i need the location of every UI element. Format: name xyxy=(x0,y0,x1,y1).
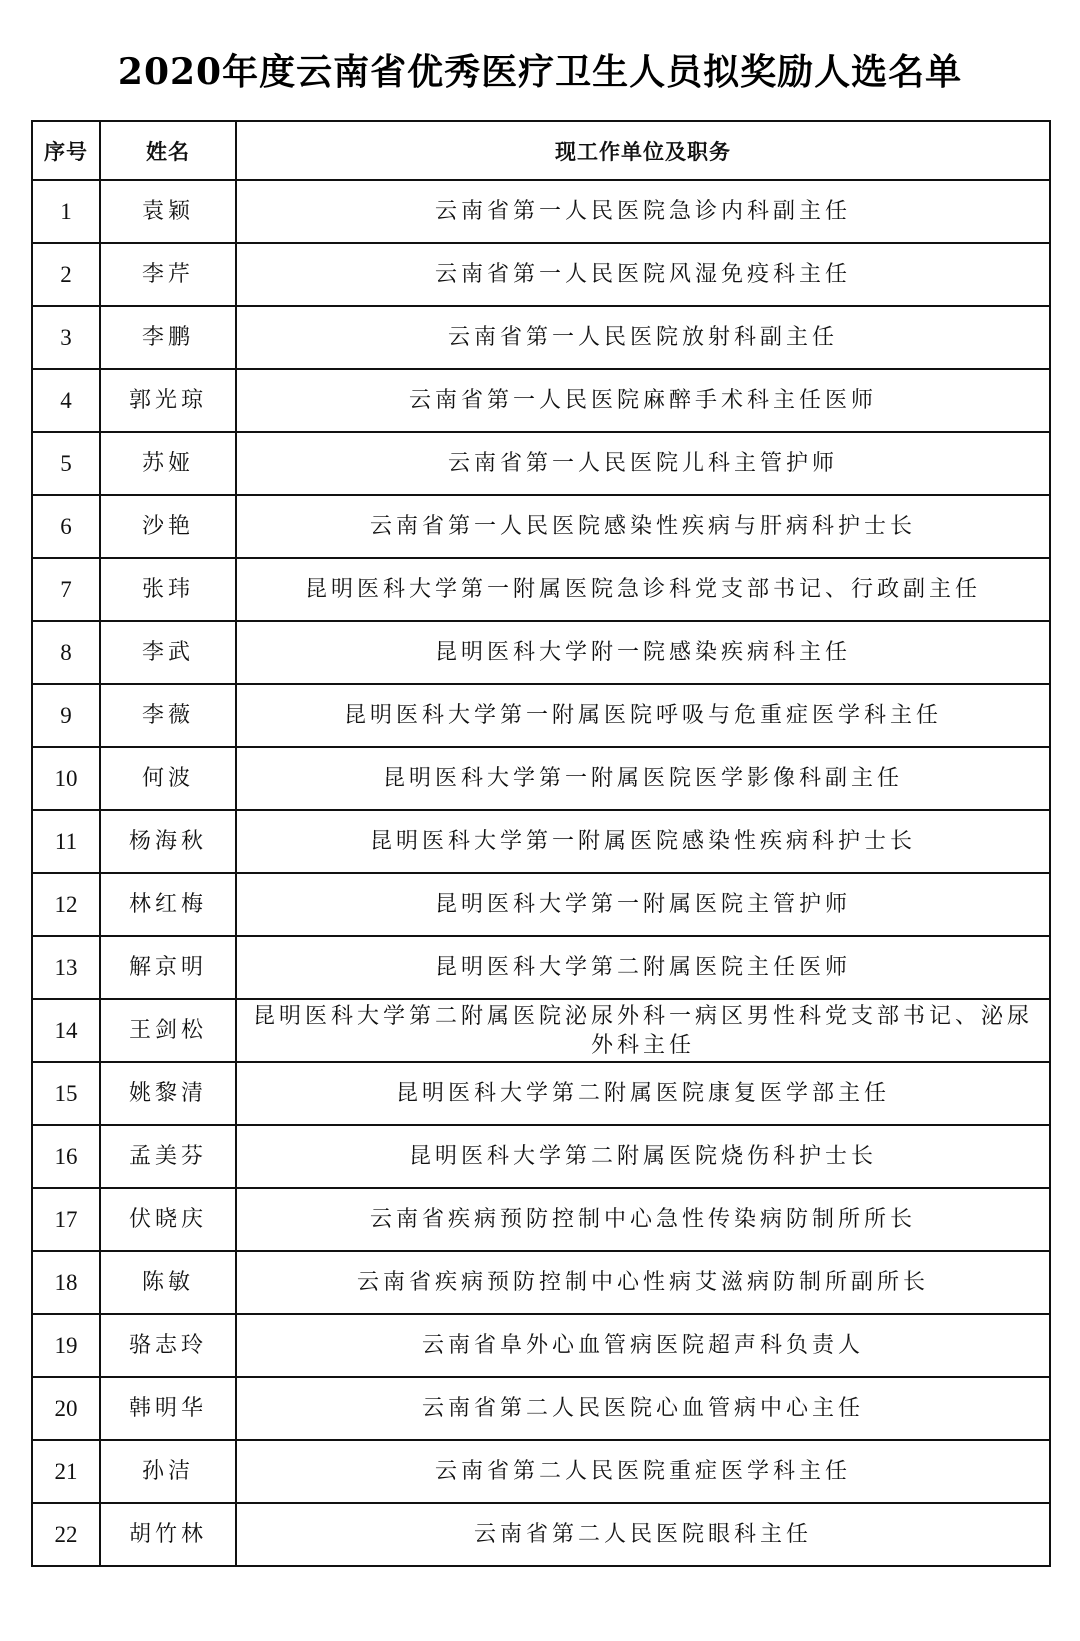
table-row xyxy=(32,1377,1050,1440)
row-name: 杨海秋 xyxy=(100,810,236,873)
table-row xyxy=(32,1125,1050,1188)
table-row xyxy=(32,1062,1050,1125)
row-num: 8 xyxy=(32,621,100,684)
table-row xyxy=(32,432,1050,495)
row-num: 16 xyxy=(32,1125,100,1188)
row-name: 李芹 xyxy=(100,243,236,306)
row-name: 伏晓庆 xyxy=(100,1188,236,1251)
header-unit: 现工作单位及职务 xyxy=(236,121,1050,180)
row-unit: 昆明医科大学附一院感染疾病科主任 xyxy=(236,621,1050,684)
row-num: 11 xyxy=(32,810,100,873)
row-num: 19 xyxy=(32,1314,100,1377)
row-num: 20 xyxy=(32,1377,100,1440)
row-num: 3 xyxy=(32,306,100,369)
row-name: 何波 xyxy=(100,747,236,810)
row-unit: 昆明医科大学第二附属医院泌尿外科一病区男性科党支部书记、泌尿外科主任 xyxy=(236,999,1050,1062)
table-row xyxy=(32,558,1050,621)
table-row xyxy=(32,810,1050,873)
row-num: 15 xyxy=(32,1062,100,1125)
row-num: 18 xyxy=(32,1251,100,1314)
table-header-row xyxy=(32,121,1050,180)
row-unit: 云南省疾病预防控制中心性病艾滋病防制所副所长 xyxy=(236,1251,1050,1314)
table-row xyxy=(32,369,1050,432)
row-name: 苏娅 xyxy=(100,432,236,495)
row-unit: 云南省第一人民医院放射科副主任 xyxy=(236,306,1050,369)
row-name: 李薇 xyxy=(100,684,236,747)
row-unit: 云南省第二人民医院眼科主任 xyxy=(236,1503,1050,1566)
row-num: 13 xyxy=(32,936,100,999)
row-num: 1 xyxy=(32,180,100,243)
row-unit: 云南省第一人民医院风湿免疫科主任 xyxy=(236,243,1050,306)
row-name: 姚黎清 xyxy=(100,1062,236,1125)
row-num: 5 xyxy=(32,432,100,495)
table-row xyxy=(32,684,1050,747)
row-num: 12 xyxy=(32,873,100,936)
row-num: 9 xyxy=(32,684,100,747)
row-unit: 昆明医科大学第一附属医院主管护师 xyxy=(236,873,1050,936)
table-row xyxy=(32,1440,1050,1503)
table-row xyxy=(32,936,1050,999)
header-num: 序号 xyxy=(32,121,100,180)
row-num: 21 xyxy=(32,1440,100,1503)
row-name: 孟美芬 xyxy=(100,1125,236,1188)
table-row xyxy=(32,1503,1050,1566)
row-unit: 云南省第一人民医院儿科主管护师 xyxy=(236,432,1050,495)
row-unit: 云南省第一人民医院急诊内科副主任 xyxy=(236,180,1050,243)
row-name: 陈敏 xyxy=(100,1251,236,1314)
row-num: 7 xyxy=(32,558,100,621)
table-row xyxy=(32,495,1050,558)
row-name: 骆志玲 xyxy=(100,1314,236,1377)
row-num: 14 xyxy=(32,999,100,1062)
table-row xyxy=(32,180,1050,243)
row-name: 解京明 xyxy=(100,936,236,999)
row-unit: 云南省疾病预防控制中心急性传染病防制所所长 xyxy=(236,1188,1050,1251)
row-name: 李鹏 xyxy=(100,306,236,369)
row-unit: 云南省第一人民医院感染性疾病与肝病科护士长 xyxy=(236,495,1050,558)
page-title: 2020年度云南省优秀医疗卫生人员拟奖励人选名单 xyxy=(117,51,963,93)
row-name: 袁颖 xyxy=(100,180,236,243)
row-unit: 昆明医科大学第二附属医院主任医师 xyxy=(236,936,1050,999)
row-unit: 昆明医科大学第二附属医院康复医学部主任 xyxy=(236,1062,1050,1125)
row-name: 张玮 xyxy=(100,558,236,621)
row-unit: 昆明医科大学第一附属医院呼吸与危重症医学科主任 xyxy=(236,684,1050,747)
row-name: 胡竹林 xyxy=(100,1503,236,1566)
table-row xyxy=(32,1314,1050,1377)
table-row xyxy=(32,243,1050,306)
row-num: 2 xyxy=(32,243,100,306)
table-row xyxy=(32,1251,1050,1314)
row-unit: 昆明医科大学第二附属医院烧伤科护士长 xyxy=(236,1125,1050,1188)
row-unit: 昆明医科大学第一附属医院急诊科党支部书记、行政副主任 xyxy=(236,558,1050,621)
row-num: 17 xyxy=(32,1188,100,1251)
table-row xyxy=(32,999,1050,1062)
row-num: 10 xyxy=(32,747,100,810)
table-row xyxy=(32,747,1050,810)
row-name: 林红梅 xyxy=(100,873,236,936)
row-num: 22 xyxy=(32,1503,100,1566)
row-unit: 昆明医科大学第一附属医院感染性疾病科护士长 xyxy=(236,810,1050,873)
row-num: 6 xyxy=(32,495,100,558)
header-name: 姓名 xyxy=(100,121,236,180)
row-name: 孙洁 xyxy=(100,1440,236,1503)
row-unit: 昆明医科大学第一附属医院医学影像科副主任 xyxy=(236,747,1050,810)
roster-table xyxy=(31,120,1051,1567)
row-unit: 云南省第二人民医院重症医学科主任 xyxy=(236,1440,1050,1503)
row-name: 王剑松 xyxy=(100,999,236,1062)
row-name: 韩明华 xyxy=(100,1377,236,1440)
table-row xyxy=(32,1188,1050,1251)
row-name: 沙艳 xyxy=(100,495,236,558)
table-row xyxy=(32,621,1050,684)
table-row xyxy=(32,873,1050,936)
row-name: 李武 xyxy=(100,621,236,684)
row-num: 4 xyxy=(32,369,100,432)
row-unit: 云南省第二人民医院心血管病中心主任 xyxy=(236,1377,1050,1440)
row-unit: 云南省第一人民医院麻醉手术科主任医师 xyxy=(236,369,1050,432)
row-unit: 云南省阜外心血管病医院超声科负责人 xyxy=(236,1314,1050,1377)
table-row xyxy=(32,306,1050,369)
row-name: 郭光琼 xyxy=(100,369,236,432)
